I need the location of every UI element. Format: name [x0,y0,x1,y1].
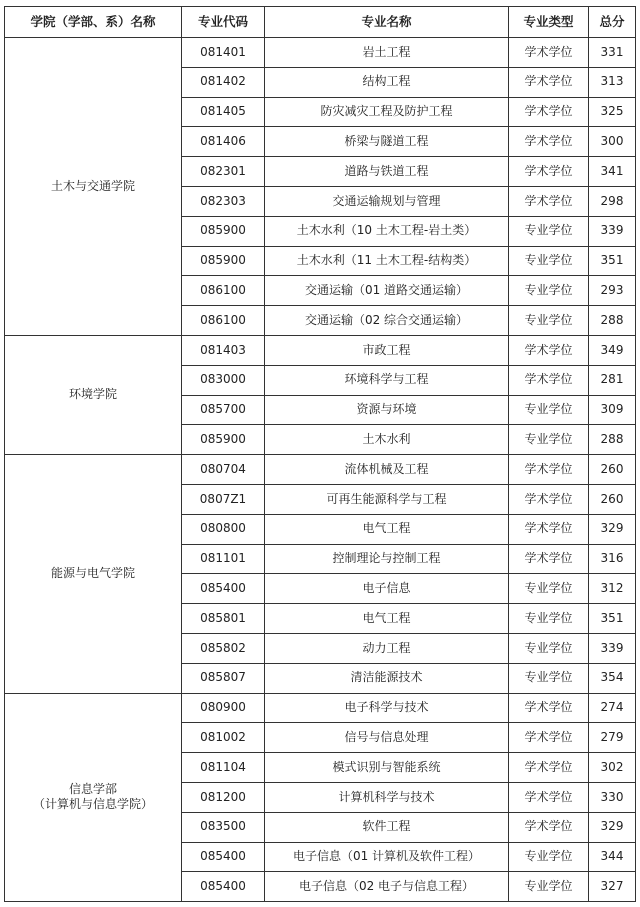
major-name-cell: 控制理论与控制工程 [265,544,509,574]
major-type-cell: 学术学位 [509,455,589,485]
header-major-name: 专业名称 [265,7,509,38]
college-name-cell [5,335,182,454]
table-row [5,455,636,485]
major-name-cell: 信号与信息处理 [265,723,509,753]
major-code-cell: 085801 [182,604,265,634]
major-code-cell: 081401 [182,38,265,68]
table-row [5,693,636,723]
major-name-cell: 电子信息 [265,574,509,604]
total-score-cell: 354 [589,663,636,693]
total-score-cell: 339 [589,216,636,246]
major-code-cell: 085700 [182,395,265,425]
total-score-cell: 349 [589,335,636,365]
major-name-cell: 电子信息（01 计算机及软件工程） [265,842,509,872]
total-score-cell: 339 [589,633,636,663]
total-score-cell: 260 [589,484,636,514]
major-code-cell: 081200 [182,782,265,812]
major-code-cell: 083500 [182,812,265,842]
major-type-cell: 专业学位 [509,306,589,336]
major-name-cell: 防灾减灾工程及防护工程 [265,97,509,127]
major-type-cell: 学术学位 [509,693,589,723]
major-name-cell: 电子科学与技术 [265,693,509,723]
major-type-cell: 学术学位 [509,67,589,97]
score-table [4,6,636,902]
major-name-cell: 道路与铁道工程 [265,157,509,187]
major-code-cell: 085900 [182,246,265,276]
major-name-cell: 土木水利 [265,425,509,455]
total-score-cell: 313 [589,67,636,97]
major-code-cell: 085400 [182,842,265,872]
major-type-cell: 专业学位 [509,872,589,902]
header-code: 专业代码 [182,7,265,38]
major-name-cell: 电气工程 [265,604,509,634]
major-name-cell: 交通运输规划与管理 [265,186,509,216]
major-type-cell: 专业学位 [509,633,589,663]
total-score-cell: 331 [589,38,636,68]
major-name-cell: 交通运输（01 道路交通运输） [265,276,509,306]
major-name-cell: 动力工程 [265,633,509,663]
total-score-cell: 274 [589,693,636,723]
major-code-cell: 086100 [182,306,265,336]
major-code-cell: 082301 [182,157,265,187]
major-name-cell: 岩土工程 [265,38,509,68]
major-name-cell: 计算机科学与技术 [265,782,509,812]
major-code-cell: 085807 [182,663,265,693]
major-name-cell: 流体机械及工程 [265,455,509,485]
major-name-cell: 模式识别与智能系统 [265,753,509,783]
major-code-cell: 085900 [182,216,265,246]
major-code-cell: 086100 [182,276,265,306]
major-code-cell: 080900 [182,693,265,723]
header-row [5,7,636,38]
major-name-cell: 清洁能源技术 [265,663,509,693]
total-score-cell: 298 [589,186,636,216]
major-type-cell: 学术学位 [509,38,589,68]
total-score-cell: 327 [589,872,636,902]
college-name-line: 信息学部 [68,781,117,796]
score-table-container [4,6,636,902]
major-code-cell: 080800 [182,514,265,544]
college-name-line: 环境学院 [68,387,117,402]
table-row [5,38,636,68]
major-name-cell: 桥梁与隧道工程 [265,127,509,157]
table-body [5,38,636,902]
college-name-cell [5,693,182,902]
major-name-cell: 电子信息（02 电子与信息工程） [265,872,509,902]
major-type-cell: 学术学位 [509,484,589,514]
total-score-cell: 288 [589,306,636,336]
major-code-cell: 081101 [182,544,265,574]
major-code-cell: 081403 [182,335,265,365]
total-score-cell: 300 [589,127,636,157]
major-type-cell: 专业学位 [509,425,589,455]
total-score-cell: 351 [589,246,636,276]
college-name-line: 能源与电气学院 [50,566,135,581]
college-name-line: 土木与交通学院 [50,178,135,193]
major-code-cell: 085802 [182,633,265,663]
major-code-cell: 085400 [182,872,265,902]
major-type-cell: 学术学位 [509,723,589,753]
major-code-cell: 085900 [182,425,265,455]
total-score-cell: 293 [589,276,636,306]
major-type-cell: 学术学位 [509,544,589,574]
major-code-cell: 081406 [182,127,265,157]
total-score-cell: 341 [589,157,636,187]
total-score-cell: 260 [589,455,636,485]
total-score-cell: 302 [589,753,636,783]
major-type-cell: 学术学位 [509,157,589,187]
major-type-cell: 专业学位 [509,842,589,872]
total-score-cell: 312 [589,574,636,604]
major-type-cell: 专业学位 [509,604,589,634]
major-code-cell: 085400 [182,574,265,604]
major-name-cell: 可再生能源科学与工程 [265,484,509,514]
major-type-cell: 专业学位 [509,395,589,425]
college-name-line: （计算机与信息学院） [32,797,153,812]
major-type-cell: 学术学位 [509,186,589,216]
major-type-cell: 学术学位 [509,782,589,812]
total-score-cell: 288 [589,425,636,455]
header-total-score: 总分 [589,7,636,38]
major-name-cell: 市政工程 [265,335,509,365]
major-type-cell: 专业学位 [509,246,589,276]
major-code-cell: 081002 [182,723,265,753]
header-college: 学院（学部、系）名称 [5,7,182,38]
major-type-cell: 专业学位 [509,574,589,604]
total-score-cell: 316 [589,544,636,574]
major-type-cell: 专业学位 [509,663,589,693]
major-name-cell: 土木水利（11 土木工程-结构类） [265,246,509,276]
major-type-cell: 学术学位 [509,97,589,127]
major-name-cell: 软件工程 [265,812,509,842]
total-score-cell: 329 [589,514,636,544]
total-score-cell: 344 [589,842,636,872]
college-name-cell [5,455,182,693]
major-type-cell: 学术学位 [509,127,589,157]
major-name-cell: 电气工程 [265,514,509,544]
major-name-cell: 土木水利（10 土木工程-岩土类） [265,216,509,246]
total-score-cell: 309 [589,395,636,425]
total-score-cell: 330 [589,782,636,812]
major-type-cell: 专业学位 [509,276,589,306]
major-type-cell: 学术学位 [509,514,589,544]
total-score-cell: 329 [589,812,636,842]
major-type-cell: 学术学位 [509,753,589,783]
major-code-cell: 082303 [182,186,265,216]
major-code-cell: 081104 [182,753,265,783]
major-name-cell: 交通运输（02 综合交通运输） [265,306,509,336]
total-score-cell: 281 [589,365,636,395]
major-name-cell: 环境科学与工程 [265,365,509,395]
major-code-cell: 0807Z1 [182,484,265,514]
total-score-cell: 325 [589,97,636,127]
header-major-type: 专业类型 [509,7,589,38]
major-type-cell: 学术学位 [509,335,589,365]
major-name-cell: 结构工程 [265,67,509,97]
total-score-cell: 351 [589,604,636,634]
table-row [5,335,636,365]
major-code-cell: 081402 [182,67,265,97]
total-score-cell: 279 [589,723,636,753]
college-name-cell [5,38,182,336]
major-name-cell: 资源与环境 [265,395,509,425]
major-code-cell: 080704 [182,455,265,485]
major-code-cell: 083000 [182,365,265,395]
major-code-cell: 081405 [182,97,265,127]
major-type-cell: 学术学位 [509,365,589,395]
major-type-cell: 专业学位 [509,216,589,246]
table-header [5,7,636,38]
major-type-cell: 学术学位 [509,812,589,842]
